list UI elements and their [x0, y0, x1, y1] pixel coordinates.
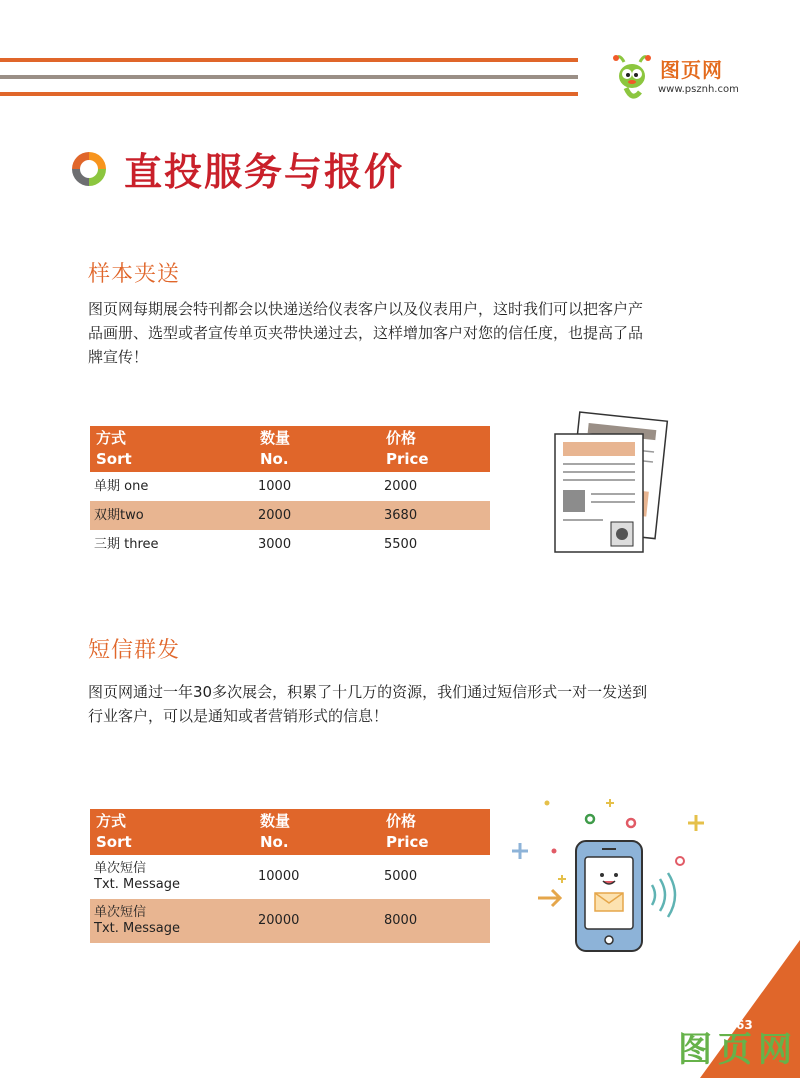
- header-stripe-middle: [0, 75, 578, 79]
- cell-sort: 单次短信 Txt. Message: [90, 899, 254, 943]
- color-ring-icon: [70, 150, 108, 188]
- header-sort: 方式 Sort: [90, 809, 254, 855]
- header-no: 数量 No.: [254, 426, 380, 472]
- cell-sort: 单期 one: [94, 478, 149, 494]
- brand-url: www.psznh.com: [658, 84, 739, 95]
- phone-message-illustration: [510, 795, 715, 955]
- table-row: [90, 530, 490, 559]
- table-row: [90, 855, 490, 899]
- cell-sort: 三期 three: [94, 536, 159, 552]
- table-row: [90, 472, 490, 501]
- cell-price: 8000: [380, 899, 490, 943]
- cell-sort: 单次短信 Txt. Message: [94, 861, 180, 892]
- cell-no: 2000: [254, 501, 380, 530]
- table-header-row: [90, 426, 490, 472]
- section-paragraph-sample: 图页网每期展会特刊都会以快递送给仪表客户以及仪表用户，这时我们可以把客户产品画册、选型或者宣传单页夹带快递过去，这样增加客户对您的信任度，也提高了品牌宣传！: [88, 300, 644, 366]
- price-table-sms: [90, 809, 490, 943]
- table-header-row: [90, 809, 490, 855]
- header-price: 价格 Price: [380, 809, 490, 855]
- cell-price: 5500: [384, 536, 418, 552]
- section-paragraph-sms: 图页网通过一年30多次展会，积累了十几万的资源，我们通过短信形式一对一发送到行业客户，可以是通知或者营销形式的信息！: [88, 683, 648, 725]
- brand-name: 图页网: [660, 58, 723, 82]
- cell-no: 20000: [254, 899, 380, 943]
- page-title: 直投服务与报价: [124, 150, 405, 194]
- header-sort: 方式 Sort: [90, 426, 254, 472]
- newspaper-illustration: [543, 410, 673, 560]
- cell-sort: 双期two: [90, 501, 254, 530]
- cell-no: 10000: [258, 869, 300, 884]
- table-row: [90, 501, 490, 530]
- cell-no: 1000: [258, 478, 292, 494]
- header-stripe-bottom: [0, 92, 578, 96]
- price-table-sample: [90, 426, 490, 559]
- page-number: 63: [736, 1018, 753, 1032]
- section-title-sample: 样本夹送: [88, 262, 181, 287]
- brand-logo: [610, 52, 740, 104]
- mascot-logo-icon: [610, 52, 656, 104]
- cell-price: 5000: [384, 869, 418, 884]
- header-no: 数量 No.: [254, 809, 380, 855]
- cell-price: 3680: [380, 501, 490, 530]
- header-stripe-top: [0, 58, 578, 62]
- cell-no: 3000: [258, 536, 292, 552]
- watermark-text: 图页网: [678, 1030, 798, 1070]
- header-price: 价格 Price: [380, 426, 490, 472]
- table-row: [90, 899, 490, 943]
- cell-price: 2000: [384, 478, 418, 494]
- section-title-sms: 短信群发: [88, 638, 181, 663]
